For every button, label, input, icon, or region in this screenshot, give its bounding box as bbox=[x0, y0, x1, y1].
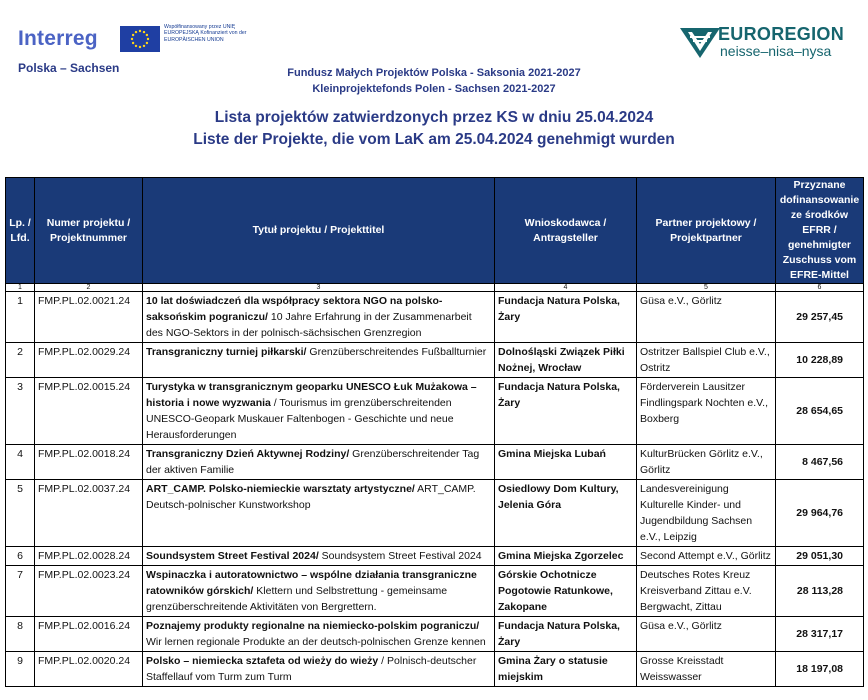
column-header-partner: Partner projektowy / Projektpartner bbox=[637, 178, 776, 284]
project-title-pl: Poznajemy produkty regionalne na niemiecko-polskim pograniczu/ bbox=[146, 620, 480, 632]
column-number: 6 bbox=[776, 284, 864, 292]
cell-project-title bbox=[143, 547, 495, 566]
cell-lp: 5 bbox=[6, 480, 35, 547]
cell-applicant: Osiedlowy Dom Kultury, Jelenia Góra bbox=[495, 480, 637, 547]
cell-partner: Güsa e.V., Görlitz bbox=[637, 292, 776, 343]
cell-partner: Landesvereinigung Kulturelle Kinder- und Jugendbildung Sachsen e.V., Leipzig bbox=[637, 480, 776, 547]
cell-amount: 28 317,17 bbox=[776, 617, 864, 652]
cell-applicant: Gmina Miejska Zgorzelec bbox=[495, 547, 637, 566]
cell-project-number: FMP.PL.02.0029.24 bbox=[35, 343, 143, 378]
fund-title bbox=[0, 65, 868, 97]
cell-project-number: FMP.PL.02.0028.24 bbox=[35, 547, 143, 566]
cell-amount: 29 051,30 bbox=[776, 547, 864, 566]
cell-project-title bbox=[143, 617, 495, 652]
projects-table bbox=[5, 177, 864, 687]
cell-amount: 18 197,08 bbox=[776, 652, 864, 687]
cell-project-title bbox=[143, 445, 495, 480]
column-header-lp: Lp. / Lfd. bbox=[6, 178, 35, 284]
cell-lp: 6 bbox=[6, 547, 35, 566]
cell-amount: 29 964,76 bbox=[776, 480, 864, 547]
cell-project-number: FMP.PL.02.0023.24 bbox=[35, 566, 143, 617]
project-title-pl: Wspinaczka i autoratownictwo – wspólne działania transgraniczne ratowników górskich/ bbox=[146, 569, 477, 597]
table-row bbox=[6, 617, 864, 652]
cell-project-title bbox=[143, 378, 495, 445]
column-header-amount: Przyznane dofinansowanie ze środków EFRR / genehmigter Zuschuss vom EFRE-Mittel bbox=[776, 178, 864, 284]
cell-project-number: FMP.PL.02.0018.24 bbox=[35, 445, 143, 480]
cell-amount: 28 113,28 bbox=[776, 566, 864, 617]
cell-lp: 3 bbox=[6, 378, 35, 445]
cell-applicant: Dolnośląski Związek Piłki Nożnej, Wrocław bbox=[495, 343, 637, 378]
cell-amount: 8 467,56 bbox=[776, 445, 864, 480]
project-title-de: Soundsystem Street Festival 2024 bbox=[318, 550, 482, 562]
project-title-de: Klettern und Selbstrettung - gemeinsame grenzüberschreitende Aktivitäten von Bergrettern. bbox=[146, 585, 448, 613]
cell-applicant: Fundacja Natura Polska, Żary bbox=[495, 378, 637, 445]
euroregion-logo-icon bbox=[680, 24, 720, 60]
project-title-de: Wir lernen regionale Produkte an der deutsch-polnischen Grenze kennen bbox=[146, 636, 486, 648]
cell-amount: 28 654,65 bbox=[776, 378, 864, 445]
cell-project-title bbox=[143, 566, 495, 617]
project-title-de: 10 Jahre Erfahrung in der Zusammenarbeit des NGO-Sektors in der polnisch-sächsischen Grenzregion bbox=[146, 311, 472, 339]
interreg-logo: Interreg bbox=[18, 27, 98, 50]
cell-lp: 2 bbox=[6, 343, 35, 378]
cell-project-number: FMP.PL.02.0037.24 bbox=[35, 480, 143, 547]
cell-project-title bbox=[143, 480, 495, 547]
table-row bbox=[6, 547, 864, 566]
list-title-de: Liste der Projekte, die vom LaK am 25.04.2024 genehmigt wurden bbox=[193, 131, 675, 148]
cell-partner: Ostritzer Ballspiel Club e.V., Ostritz bbox=[637, 343, 776, 378]
column-header-title: Tytuł projektu / Projekttitel bbox=[143, 178, 495, 284]
eu-flag-icon bbox=[120, 26, 160, 52]
table-row bbox=[6, 378, 864, 445]
project-title-pl: Transgraniczny Dzień Aktywnej Rodziny/ bbox=[146, 448, 350, 460]
list-title bbox=[0, 107, 868, 151]
cell-partner: Second Attempt e.V., Görlitz bbox=[637, 547, 776, 566]
cell-project-title bbox=[143, 292, 495, 343]
project-title-de: / Tourismus im grenzüberschreitenden UNESCO-Geopark Muskauer Faltenbogen - Geschichte und neue Herausforderungen bbox=[146, 397, 454, 441]
cell-lp: 4 bbox=[6, 445, 35, 480]
euroregion-logo-block bbox=[680, 24, 850, 64]
column-number: 3 bbox=[143, 284, 495, 292]
cell-project-number: FMP.PL.02.0020.24 bbox=[35, 652, 143, 687]
eu-cofunding-text: Współfinansowany przez UNIĘ EUROPEJSKĄ Kofinanziert von der EUROPÄISCHEN UNION bbox=[164, 24, 247, 43]
column-number: 5 bbox=[637, 284, 776, 292]
column-header-applicant: Wnioskodawca / Antragsteller bbox=[495, 178, 637, 284]
cell-amount: 10 228,89 bbox=[776, 343, 864, 378]
cell-project-title bbox=[143, 343, 495, 378]
fund-title-de: Kleinprojektefonds Polen - Sachsen 2021-2027 bbox=[312, 83, 556, 95]
project-title-pl: Soundsystem Street Festival 2024/ bbox=[146, 550, 319, 562]
cell-partner: Deutsches Rotes Kreuz Kreisverband Zittau e.V. Bergwacht, Zittau bbox=[637, 566, 776, 617]
cell-project-number: FMP.PL.02.0015.24 bbox=[35, 378, 143, 445]
table-row bbox=[6, 480, 864, 547]
fund-title-pl: Fundusz Małych Projektów Polska - Saksonia 2021-2027 bbox=[287, 67, 581, 79]
cell-lp: 9 bbox=[6, 652, 35, 687]
cell-lp: 8 bbox=[6, 617, 35, 652]
cell-lp: 1 bbox=[6, 292, 35, 343]
cell-project-number: FMP.PL.02.0016.24 bbox=[35, 617, 143, 652]
column-number: 1 bbox=[6, 284, 35, 292]
project-title-pl: Transgraniczny turniej piłkarski/ bbox=[146, 346, 307, 358]
table-header-row bbox=[6, 178, 864, 284]
project-title-de: Grenzüberschreitender Tag der aktiven Familie bbox=[146, 448, 480, 476]
cell-partner: Grosse Kreisstadt Weisswasser bbox=[637, 652, 776, 687]
project-title-de: ART_CAMP. Deutsch-polnischer Kunstworkshop bbox=[146, 483, 476, 511]
cell-applicant: Górskie Ochotnicze Pogotowie Ratunkowe, Zakopane bbox=[495, 566, 637, 617]
list-title-pl: Lista projektów zatwierdzonych przez KS w dniu 25.04.2024 bbox=[214, 109, 654, 126]
table-row bbox=[6, 566, 864, 617]
table-row bbox=[6, 343, 864, 378]
cell-partner: KulturBrücken Görlitz e.V., Görlitz bbox=[637, 445, 776, 480]
table-row bbox=[6, 652, 864, 687]
document-header bbox=[0, 0, 868, 176]
cell-applicant: Fundacja Natura Polska, Żary bbox=[495, 292, 637, 343]
cell-project-title bbox=[143, 652, 495, 687]
project-title-pl: ART_CAMP. Polsko-niemieckie warsztaty artystyczne/ bbox=[146, 483, 415, 495]
cell-project-number: FMP.PL.02.0021.24 bbox=[35, 292, 143, 343]
cell-applicant: Fundacja Natura Polska, Żary bbox=[495, 617, 637, 652]
projects-table-wrapper bbox=[5, 177, 863, 687]
program-region: Polska – Sachsen bbox=[18, 61, 120, 75]
project-title-de: Grenzüberschreitendes Fußballturnier bbox=[306, 346, 487, 358]
euroregion-title: EUROREGION bbox=[718, 24, 845, 44]
project-title-pl: 10 lat doświadczeń dla współpracy sektora NGO na polsko-saksońskim pograniczu/ bbox=[146, 295, 443, 323]
cell-lp: 7 bbox=[6, 566, 35, 617]
project-title-de: / Polnisch-deutscher Staffellauf vom Turm zum Turm bbox=[146, 655, 477, 683]
cell-amount: 29 257,45 bbox=[776, 292, 864, 343]
cell-partner: Güsa e.V., Görlitz bbox=[637, 617, 776, 652]
column-header-number: Numer projektu / Projektnummer bbox=[35, 178, 143, 284]
cell-applicant: Gmina Miejska Lubań bbox=[495, 445, 637, 480]
cell-applicant: Gmina Żary o statusie miejskim bbox=[495, 652, 637, 687]
euroregion-subtitle: neisse–nisa–nysa bbox=[720, 43, 832, 59]
project-title-pl: Polsko – niemiecka sztafeta od wieży do wieży bbox=[146, 655, 379, 667]
project-title-pl: Turystyka w transgranicznym geoparku UNESCO Łuk Mużakowa – historia i nowe wyzwania bbox=[146, 381, 477, 409]
table-row bbox=[6, 292, 864, 343]
column-number: 2 bbox=[35, 284, 143, 292]
cell-partner: Förderverein Lausitzer Findlingspark Nochten e.V., Boxberg bbox=[637, 378, 776, 445]
column-number: 4 bbox=[495, 284, 637, 292]
table-row bbox=[6, 445, 864, 480]
column-number-row bbox=[6, 284, 864, 292]
